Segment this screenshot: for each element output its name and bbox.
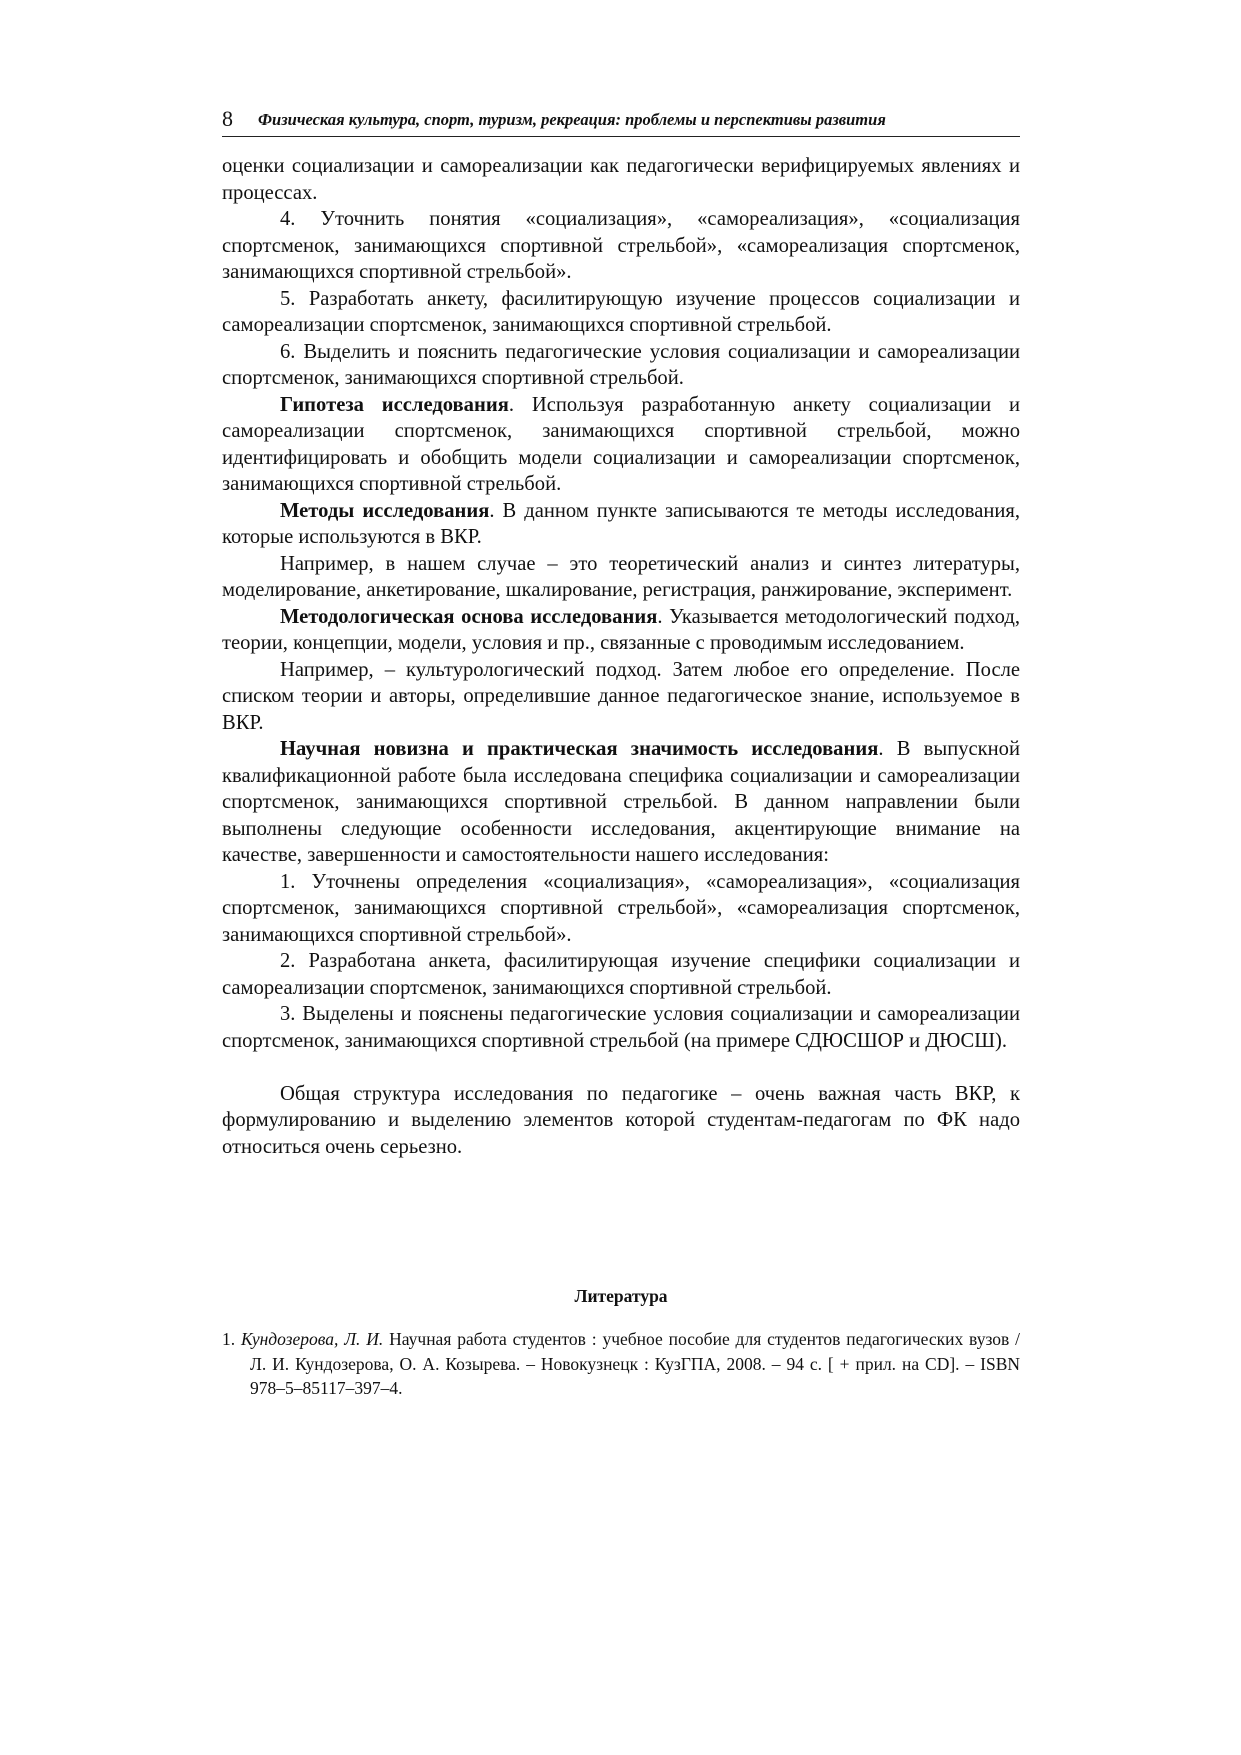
novelty-label: Научная новизна и практическая значимость исследования — [280, 738, 879, 760]
methodology-example: Например, – культурологический подход. Затем любое его определение. После списком теории и авторы, определившие данное педагогическое знание, используемое в ВКР. — [222, 658, 1020, 734]
literature-title: Литература — [574, 1286, 668, 1306]
body-text — [222, 153, 1020, 1160]
task-item: 5. Разработать анкету, фасилитирующую изучение процессов социализации и самореализации спортсменок, занимающихся спортивной стрельбой. — [222, 287, 1020, 336]
novelty-paragraph — [222, 736, 1020, 869]
closing-paragraph: Общая структура исследования по педагогике – очень важная часть ВКР, к формулированию и выделению элементов которой студентам-педагогам по ФК надо относиться очень серьезно. — [222, 1082, 1020, 1158]
methodology-label: Методологическая основа исследования — [280, 605, 658, 628]
reference-text: Научная работа студентов : учебное пособие для студентов педагогических вузов / Л. И. Кундозерова, О. А. Козырева. – Новокузнецк : КузГПА, 2008. – 94 с. [ + прил. на CD]. – ISBN 978–5–85117–397–4. — [250, 1329, 1020, 1398]
hypothesis-paragraph — [222, 392, 1020, 498]
methods-paragraph — [222, 498, 1020, 551]
page-header — [222, 106, 1020, 137]
novelty-item: 2. Разработана анкета, фасилитирующая изучение специфики социализации и самореализации спортсменок, занимающихся спортивной стрельбой. — [222, 950, 1020, 999]
novelty-text: . В выпускной квалификационной работе была исследована специфика социализации и самореализации спортсменок, занимающихся спортивной стрельбой. В данном направлении были выполнены следующие особенности исследования, акцентирующие внимание на качестве, завершенности и самостоятельности нашего исследования: — [222, 738, 1020, 866]
reference-number: 1. — [222, 1329, 236, 1349]
page-number: 8 — [222, 106, 233, 131]
methods-text: . В данном пункте записываются те методы исследования, которые используются в ВКР. — [222, 499, 1020, 548]
novelty-item: 1. Уточнены определения «социализация», «самореализация», «социализация спортсменок, занимающихся спортивной стрельбой», «самореализация спортсменок, занимающихся спортивной стрельбой». — [222, 870, 1020, 946]
running-title: Физическая культура, спорт, туризм, рекреация: проблемы и перспективы развития — [258, 110, 886, 129]
hypothesis-text: . Используя разработанную анкету социализации и самореализации спортсменок, занимающихся спортивной стрельбой, можно идентифицировать и обобщить модели социализации и самореализации спортсменок, занимающихся спортивной стрельбой. — [222, 393, 1020, 495]
hypothesis-label: Гипотеза исследования — [280, 393, 509, 416]
task-item: 4. Уточнить понятия «социализация», «самореализация», «социализация спортсменок, занимающихся спортивной стрельбой», «самореализация спортсменок, занимающихся спортивной стрельбой». — [222, 208, 1020, 283]
reference-authors: Кундозерова, Л. И. — [240, 1329, 384, 1349]
novelty-item: 3. Выделены и пояснены педагогические условия социализации и самореализации спортсменок, занимающихся спортивной стрельбой (на примере СДЮСШОР и ДЮСШ). — [222, 1003, 1020, 1052]
methods-example: Например, в нашем случае – это теоретический анализ и синтез литературы, моделирование, анкетирование, шкалирование, регистрация, ранжирование, эксперимент. — [222, 552, 1020, 601]
methods-label: Методы исследования — [280, 499, 490, 522]
reference-item — [222, 1327, 1020, 1401]
methodology-text: . Указывается методологический подход, теории, концепции, модели, условия и пр., связанные с проводимым исследованием. — [222, 605, 1020, 654]
methodology-paragraph — [222, 604, 1020, 657]
paragraph: оценки социализации и самореализации как педагогически верифицируемых явлениях и процессах. — [222, 155, 1020, 204]
task-item: 6. Выделить и пояснить педагогические условия социализации и самореализации спортсменок, занимающихся спортивной стрельбой. — [222, 340, 1020, 389]
